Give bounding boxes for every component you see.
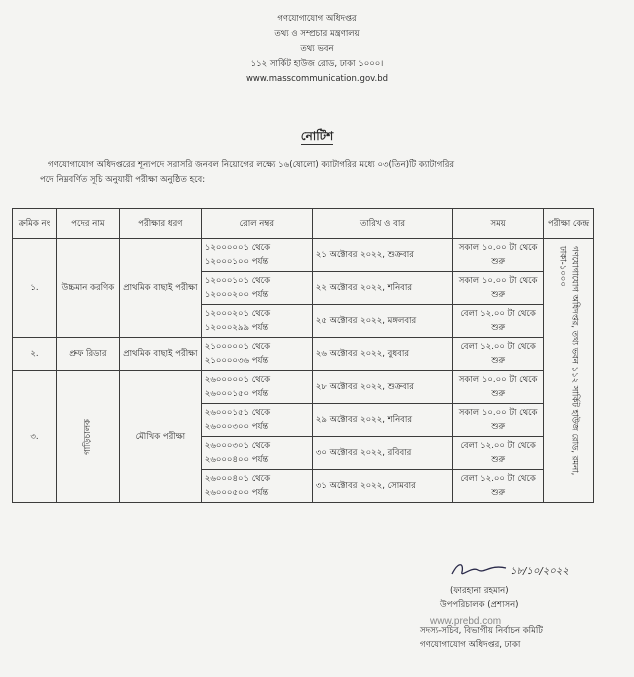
signature-mark: [410, 560, 620, 578]
time-cell: বেলা ১২.০০ টা থেকে শুরু: [453, 305, 544, 338]
header-date: তারিখ ও বার: [312, 209, 452, 239]
watermark: www.prebd.com: [430, 616, 502, 627]
date-cell: ৩০ অক্টোবর ২০২২, রবিবার: [312, 437, 452, 470]
signatory-office: গণযোগাযোগ অধিদপ্তর, ঢাকা: [420, 640, 521, 650]
venue-text: গণযোগাযোগ অধিদপ্তর, তথ্য ভবন ১১২ সার্কিট হাউজ রোড, রমনা, ঢাকা-১০০০: [557, 245, 580, 475]
serial-cell: ১.: [13, 239, 57, 338]
ministry-name: তথ্য ও সম্প্রচার মন্ত্রণালয়: [274, 29, 360, 39]
time-cell: বেলা ১২.০০ টা থেকে শুরু: [453, 437, 544, 470]
roll-cell: ১২০০০০০১ থেকে ১২০০০১০০ পর্যন্ত: [201, 239, 312, 272]
address: ১১২ সার্কিট হাউজ রোড, ঢাকা ১০০০।: [250, 59, 384, 69]
date-cell: ২৬ অক্টোবর ২০২২, বুধবার: [312, 338, 452, 371]
date-cell: ২৯ অক্টোবর ২০২২, শনিবার: [312, 404, 452, 437]
serial-cell: ৩.: [13, 371, 57, 503]
letterhead: [0, 12, 634, 87]
roll-cell: ১২০০০১০১ থেকে ১২০০০২০০ পর্যন্ত: [201, 272, 312, 305]
table-row: [13, 338, 594, 371]
time-cell: সকাল ১০.০০ টা থেকে শুরু: [453, 239, 544, 272]
date-cell: ২১ অক্টোবর ২০২২, শুক্রবার: [312, 239, 452, 272]
signatory-committee: সদস্য-সচিব, বিভাগীয় নির্বাচন কমিটি: [420, 626, 543, 636]
roll-cell: ২৬০০০০০১ থেকে ২৬০০০১৫০ পর্যন্ত: [201, 371, 312, 404]
office-name: গণযোগাযোগ অধিদপ্তর: [277, 14, 357, 24]
post-label-vertical: গাড়িচালক: [82, 418, 93, 455]
signature-scribble-icon: [450, 560, 510, 580]
exam-schedule-table: [12, 208, 594, 503]
intro-line-2: পদে নিম্নবর্ণিত সূচি অনুযায়ী পরীক্ষা অনুষ্ঠিত হবে:: [40, 175, 206, 185]
post-cell: উচ্চমান করণিক: [56, 239, 119, 338]
venue-cell: [544, 239, 594, 503]
date-cell: ২২ অক্টোবর ২০২২, শনিবার: [312, 272, 452, 305]
notice-title: নোটিশ: [300, 129, 334, 143]
table-row: [13, 371, 594, 404]
header-time: সময়: [453, 209, 544, 239]
table-row: [13, 239, 594, 272]
time-cell: বেলা ১২.০০ টা থেকে শুরু: [453, 338, 544, 371]
post-cell: [56, 371, 119, 503]
roll-cell: ২৬০০০১৫১ থেকে ২৬০০০৩০০ পর্যন্ত: [201, 404, 312, 437]
roll-cell: ২১০০০০০১ থেকে ২১০০০০৩৬ পর্যন্ত: [201, 338, 312, 371]
roll-cell: ২৬০০০৪০১ থেকে ২৬০০০৫০০ পর্যন্ত: [201, 470, 312, 503]
date-cell: ২৫ অক্টোবর ২০২২, মঙ্গলবার: [312, 305, 452, 338]
time-cell: সকাল ১০.০০ টা থেকে শুরু: [453, 404, 544, 437]
exam-type-cell: প্রাথমিক বাছাই পরীক্ষা: [119, 338, 201, 371]
date-cell: ৩১ অক্টোবর ২০২২, সোমবার: [312, 470, 452, 503]
header-serial: ক্রমিক নং: [13, 209, 57, 239]
roll-cell: ২৬০০০৩০১ থেকে ২৬০০০৪০০ পর্যন্ত: [201, 437, 312, 470]
header-roll: রোল নম্বর: [201, 209, 312, 239]
website: www.masscommunication.gov.bd: [245, 74, 389, 84]
signature-date: ১৮/১০/২০২২: [510, 566, 569, 577]
roll-cell: ১২০০০২০১ থেকে ১২০০০২৯৯ পর্যন্ত: [201, 305, 312, 338]
building-name: তথ্য ভবন: [300, 44, 334, 54]
header-post: পদের নাম: [56, 209, 119, 239]
header-exam-type: পরীক্ষার ধরণ: [119, 209, 201, 239]
notice-intro: [40, 158, 600, 188]
time-cell: বেলা ১২.০০ টা থেকে শুরু: [453, 470, 544, 503]
signatory-role: উপপরিচালক (প্রশাসন): [440, 600, 519, 610]
serial-cell: ২.: [13, 338, 57, 371]
exam-type-cell: প্রাথমিক বাছাই পরীক্ষা: [119, 239, 201, 338]
time-cell: সকাল ১০.০০ টা থেকে শুরু: [453, 272, 544, 305]
post-cell: প্রুফ রিডার: [56, 338, 119, 371]
time-cell: সকাল ১০.০০ টা থেকে শুরু: [453, 371, 544, 404]
header-venue: পরীক্ষা কেন্দ্র: [544, 209, 594, 239]
signature-block: [410, 560, 620, 652]
signatory-name: (ফারহানা রহমান): [450, 586, 509, 596]
intro-line-1: গণযোগাযোগ অধিদপ্তরের শূন্যপদে সরাসরি জনবল নিয়োগের লক্ষ্যে ১৬(ষোলো) ক্যাটাগরির মধ্যে ০৩(তিন)টি ক্যাটাগরির: [48, 160, 455, 170]
exam-type-cell: মৌখিক পরীক্ষা: [119, 371, 201, 503]
date-cell: ২৮ অক্টোবর ২০২২, শুক্রবার: [312, 371, 452, 404]
table-header-row: [13, 209, 594, 239]
